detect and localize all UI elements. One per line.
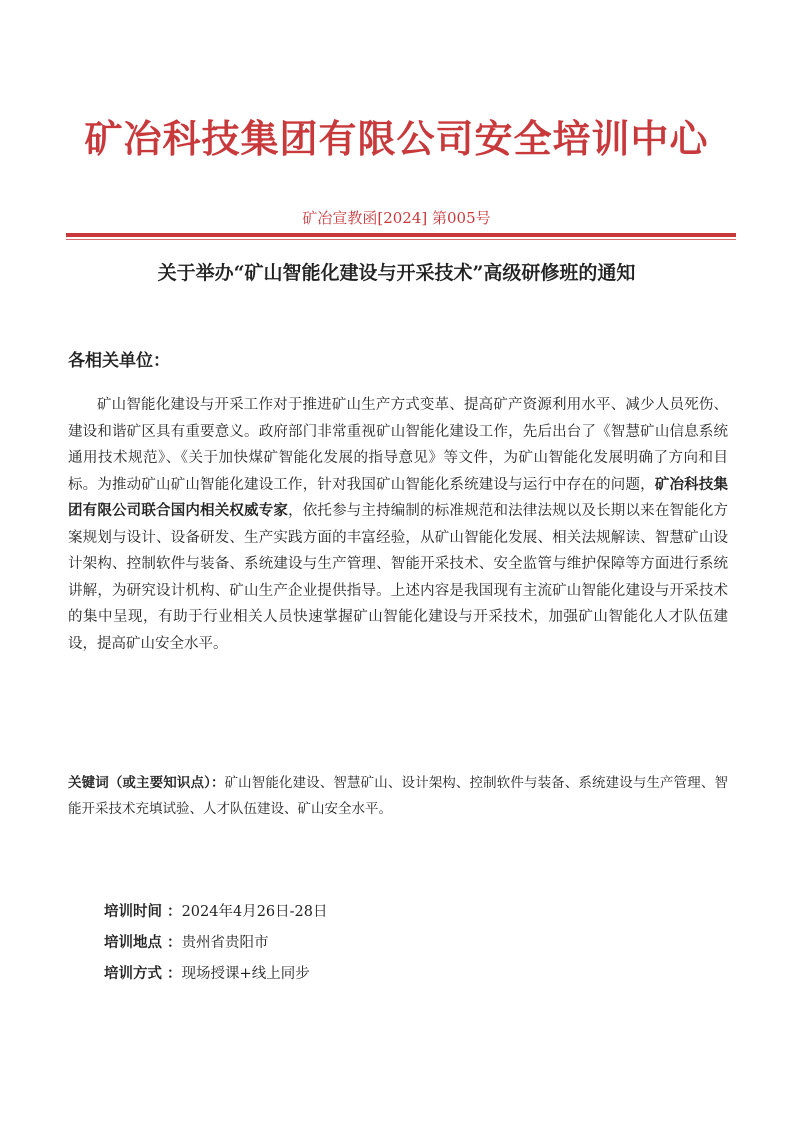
keywords-label: 关键词（或主要知识点）：	[68, 775, 225, 791]
keywords-text: 矿山智能化建设、智慧矿山、设计架构、控制软件与装备、系统建设与生产管理、智能开采技术充填试验、人才队伍建设、矿山安全水平。	[68, 775, 728, 817]
training-place-label: 培训地点 ：	[104, 934, 182, 951]
training-time-value: 2024年4月26日-28日	[181, 904, 328, 920]
training-time	[104, 900, 328, 921]
training-mode-label: 培训方式 ：	[104, 965, 182, 982]
training-place	[104, 931, 269, 952]
body-text-bold: 矿冶科技集团有限公司联合国内相关权威专家	[68, 475, 729, 519]
keywords-paragraph	[68, 770, 728, 822]
body-text-part2: ，依托参与主持编制的标准规范和法律法规以及长期以来在智能化方案规划与设计、设备研发、生产实践方面的丰富经验，从矿山智能化发展、相关法规解读、智慧矿山设计架构、控制软件与装备、系统建设与生产管理、智能开采技术、安全监管与维护保障等方面进行系统讲解，为研究设计机构、矿山生产企业提供指导。上述内容是我国现有主流矿山智能化建设与开采技术的集中呈现，有助于行业相关人员快速掌握矿山智能化建设与开采技术，加强矿山智能化人才队伍建设，提高矿山安全水平。	[68, 503, 729, 652]
organization-title: 矿冶科技集团有限公司安全培训中心	[84, 116, 709, 161]
salutation: 各相关单位：	[68, 351, 170, 371]
training-place-value: 贵州省贵阳市	[181, 935, 269, 951]
training-time-label: 培训时间 ：	[104, 903, 182, 920]
training-mode	[104, 962, 310, 983]
red-header-rule	[66, 233, 736, 237]
body-paragraph	[68, 392, 728, 657]
red-header-rule-thin	[66, 239, 736, 240]
body-text-part1: 矿山智能化建设与开采工作对于推进矿山生产方式变革、提高矿产资源利用水平、减少人员死伤、建设和谐矿区具有重要意义。政府部门非常重视矿山智能化建设工作，先后出台了《智慧矿山信息系统通用技术规范》、《关于加快煤矿智能化发展的指导意见》等文件，为矿山智能化发展明确了方向和目标。为推动矿山矿山智能化建设工作，针对我国矿山智能化系统建设与运行中存在的问题，	[68, 397, 728, 493]
notice-title: 关于举办“矿山智能化建设与开采技术”高级研修班的通知	[157, 262, 636, 284]
document-number: 矿冶宣教函[2024] 第005号	[302, 209, 491, 227]
training-mode-value: 现场授课+线上同步	[181, 966, 310, 982]
